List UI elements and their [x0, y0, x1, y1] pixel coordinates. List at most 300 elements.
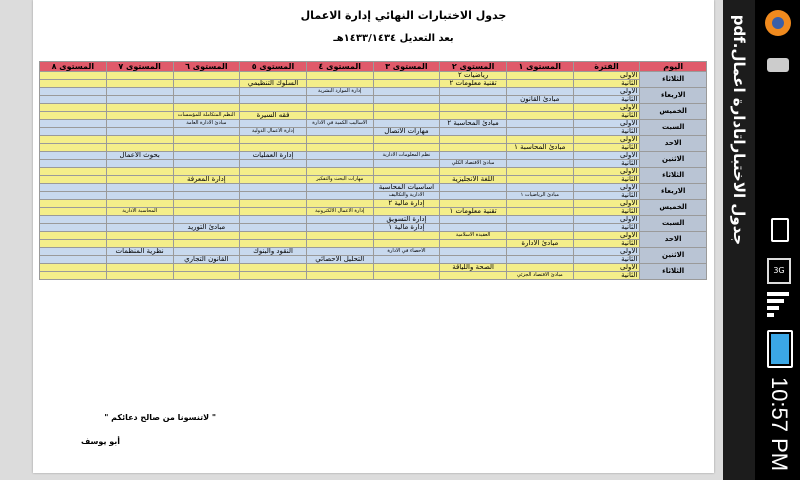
table-row	[40, 264, 707, 272]
course-cell	[306, 104, 373, 112]
table-row	[40, 136, 707, 144]
course-cell	[240, 88, 307, 96]
day-cell: الاحد	[640, 136, 707, 152]
course-cell	[240, 184, 307, 192]
course-cell: القانون التجاري	[173, 256, 240, 264]
course-cell: إدارة مالية ٢	[373, 200, 440, 208]
course-cell	[440, 256, 507, 264]
day-cell: الاثنين	[640, 248, 707, 264]
table-row	[40, 80, 707, 88]
day-cell: الثلاثاء	[640, 72, 707, 88]
course-cell	[240, 272, 307, 280]
course-cell: مبادئ الادارة	[506, 240, 573, 248]
course-cell	[173, 232, 240, 240]
course-cell	[173, 136, 240, 144]
course-cell: فقه السيرة	[240, 112, 307, 120]
table-row	[40, 120, 707, 128]
course-cell	[373, 144, 440, 152]
course-cell	[173, 128, 240, 136]
header-cell: المستوى ٢	[440, 62, 507, 72]
table-row	[40, 168, 707, 176]
course-cell	[306, 216, 373, 224]
course-cell	[106, 168, 173, 176]
course-cell: مهارات الاتصال	[373, 128, 440, 136]
period-cell: الثانية	[573, 208, 640, 216]
period-cell: الاولى	[573, 232, 640, 240]
course-cell	[173, 72, 240, 80]
course-cell	[506, 80, 573, 88]
course-cell	[373, 80, 440, 88]
table-row	[40, 72, 707, 80]
network-3g-icon: 3G	[767, 258, 791, 284]
course-cell	[106, 264, 173, 272]
header-cell: المستوى ٧	[106, 62, 173, 72]
period-cell: الثانية	[573, 240, 640, 248]
course-cell	[306, 264, 373, 272]
period-cell: الاولى	[573, 216, 640, 224]
table-row	[40, 200, 707, 208]
doc-subtitle: بعد التعديل ١٤٣٣/١٤٣٤هـ	[333, 33, 454, 44]
course-cell: النظم المتكاملة للمؤسسات	[173, 112, 240, 120]
table-row	[40, 160, 707, 168]
course-cell	[306, 112, 373, 120]
status-bar	[723, 0, 800, 480]
course-cell: النقود والبنوك	[240, 248, 307, 256]
table-header-row	[40, 62, 707, 72]
course-cell: تقنية معلومات ٢	[440, 80, 507, 88]
course-cell	[440, 248, 507, 256]
course-cell	[40, 136, 107, 144]
course-cell	[173, 104, 240, 112]
course-cell	[240, 224, 307, 232]
table-row	[40, 184, 707, 192]
course-cell	[40, 72, 107, 80]
course-cell	[506, 208, 573, 216]
header-cell: المستوى ٣	[373, 62, 440, 72]
course-cell	[506, 120, 573, 128]
course-cell	[240, 232, 307, 240]
course-cell: مبادئ الرياضيات ١	[506, 192, 573, 200]
course-cell	[240, 96, 307, 104]
header-cell: المستوى ٤	[306, 62, 373, 72]
course-cell	[440, 112, 507, 120]
course-cell	[40, 216, 107, 224]
period-cell: الثانية	[573, 272, 640, 280]
course-cell	[240, 176, 307, 184]
course-cell	[40, 192, 107, 200]
course-cell	[440, 104, 507, 112]
course-cell	[106, 120, 173, 128]
course-cell: نظرية المنظمات	[106, 248, 173, 256]
course-cell	[306, 272, 373, 280]
course-cell	[373, 232, 440, 240]
course-cell: نظم المعلومات الادارية	[373, 152, 440, 160]
course-cell	[106, 192, 173, 200]
course-cell	[306, 96, 373, 104]
table-row	[40, 112, 707, 120]
course-cell	[240, 256, 307, 264]
course-cell	[440, 200, 507, 208]
course-cell	[373, 208, 440, 216]
course-cell	[373, 96, 440, 104]
table-row	[40, 208, 707, 216]
course-cell	[440, 192, 507, 200]
course-cell	[240, 120, 307, 128]
course-cell	[40, 176, 107, 184]
status-time: 10:57 PM	[767, 376, 792, 472]
course-cell	[440, 96, 507, 104]
sim-icon	[771, 218, 789, 242]
notification-filename: جدول الاختباراتادارة اعمال.pdf	[730, 14, 748, 246]
course-cell	[40, 104, 107, 112]
course-cell	[106, 232, 173, 240]
course-cell	[373, 168, 440, 176]
period-cell: الثانية	[573, 96, 640, 104]
course-cell	[440, 144, 507, 152]
course-cell	[306, 152, 373, 160]
course-cell	[373, 72, 440, 80]
course-cell	[240, 200, 307, 208]
day-cell: الخميس	[640, 104, 707, 120]
course-cell	[106, 88, 173, 96]
course-cell	[106, 136, 173, 144]
course-cell	[40, 88, 107, 96]
course-cell	[40, 256, 107, 264]
course-cell: تقنية معلومات ١	[440, 208, 507, 216]
course-cell	[306, 168, 373, 176]
table-row	[40, 272, 707, 280]
period-cell: الثانية	[573, 192, 640, 200]
course-cell	[106, 176, 173, 184]
course-cell	[506, 88, 573, 96]
table-row	[40, 248, 707, 256]
course-cell	[40, 168, 107, 176]
course-cell: مبادئ المحاسبة ١	[506, 144, 573, 152]
course-cell	[240, 216, 307, 224]
course-cell	[506, 248, 573, 256]
course-cell	[506, 104, 573, 112]
course-cell	[306, 136, 373, 144]
header-cell: اليوم	[640, 62, 707, 72]
day-cell: الخميس	[640, 200, 707, 216]
period-cell: الاولى	[573, 152, 640, 160]
day-cell: الاربعاء	[640, 88, 707, 104]
table-row	[40, 240, 707, 248]
course-cell	[440, 184, 507, 192]
course-cell	[373, 136, 440, 144]
course-cell	[106, 256, 173, 264]
course-cell	[506, 200, 573, 208]
period-cell: الثانية	[573, 160, 640, 168]
period-cell: الاولى	[573, 120, 640, 128]
course-cell: المحاسبة الادارية	[106, 208, 173, 216]
course-cell	[506, 264, 573, 272]
footer-note: " لاتنسونا من صالح دعائكم "	[104, 413, 216, 422]
course-cell: اللغة الانجليزية	[440, 176, 507, 184]
day-cell: الاثنين	[640, 152, 707, 168]
course-cell	[506, 136, 573, 144]
course-cell	[506, 232, 573, 240]
day-cell: السبت	[640, 216, 707, 232]
course-cell	[240, 144, 307, 152]
course-cell	[106, 160, 173, 168]
course-cell	[306, 160, 373, 168]
course-cell	[173, 96, 240, 104]
course-cell	[240, 104, 307, 112]
course-cell	[506, 128, 573, 136]
course-cell	[240, 192, 307, 200]
course-cell	[306, 80, 373, 88]
course-cell	[173, 184, 240, 192]
table-row	[40, 96, 707, 104]
course-cell	[106, 104, 173, 112]
course-cell: رياضيات ٢	[440, 72, 507, 80]
course-cell: مبادئ التوريد	[173, 224, 240, 232]
course-cell	[373, 112, 440, 120]
table-row	[40, 192, 707, 200]
table-row	[40, 128, 707, 136]
course-cell	[373, 272, 440, 280]
course-cell	[440, 272, 507, 280]
course-cell	[40, 264, 107, 272]
course-cell	[240, 72, 307, 80]
period-cell: الثانية	[573, 144, 640, 152]
course-cell	[440, 224, 507, 232]
course-cell: بحوث الاعمال	[106, 152, 173, 160]
course-cell	[173, 248, 240, 256]
course-cell	[506, 160, 573, 168]
pdf-page[interactable]	[33, 0, 714, 473]
course-cell	[106, 272, 173, 280]
course-cell	[506, 168, 573, 176]
course-cell	[173, 216, 240, 224]
course-cell	[240, 160, 307, 168]
course-cell	[173, 272, 240, 280]
doc-title: جدول الاختبارات النهائي إدارة الاعمال	[300, 9, 507, 22]
course-cell: مبادئ المحاسبة ٢	[440, 120, 507, 128]
firefox-inner-icon	[772, 17, 784, 29]
course-cell	[306, 184, 373, 192]
course-cell	[40, 80, 107, 88]
course-cell	[440, 216, 507, 224]
day-cell: الثلاثاء	[640, 264, 707, 280]
course-cell	[306, 224, 373, 232]
table-row	[40, 256, 707, 264]
period-cell: الثانية	[573, 128, 640, 136]
course-cell	[373, 264, 440, 272]
course-cell: التحليل الاحصائي	[306, 256, 373, 264]
table-row	[40, 152, 707, 160]
course-cell	[306, 232, 373, 240]
course-cell	[40, 232, 107, 240]
course-cell: الاساليب الكمية في الادارة	[306, 120, 373, 128]
period-cell: الثانية	[573, 112, 640, 120]
period-cell: الثانية	[573, 176, 640, 184]
course-cell	[173, 208, 240, 216]
header-cell: المستوى ٨	[40, 62, 107, 72]
course-cell	[506, 184, 573, 192]
period-cell: الاولى	[573, 184, 640, 192]
period-cell: الاولى	[573, 104, 640, 112]
header-cell: المستوى ١	[506, 62, 573, 72]
course-cell	[173, 144, 240, 152]
course-cell	[506, 256, 573, 264]
period-cell: الثانية	[573, 256, 640, 264]
course-cell	[506, 216, 573, 224]
course-cell	[440, 88, 507, 96]
course-cell	[373, 88, 440, 96]
course-cell	[106, 240, 173, 248]
course-cell: مهارات البحث والتفكير	[306, 176, 373, 184]
course-cell	[306, 248, 373, 256]
course-cell	[240, 168, 307, 176]
period-cell: الثانية	[573, 80, 640, 88]
table-row	[40, 144, 707, 152]
course-cell	[40, 96, 107, 104]
header-cell: المستوى ٦	[173, 62, 240, 72]
course-cell: الادارية والتكاليف	[373, 192, 440, 200]
course-cell	[106, 216, 173, 224]
course-cell	[306, 128, 373, 136]
day-cell: الثلاثاء	[640, 168, 707, 184]
course-cell	[440, 136, 507, 144]
course-cell	[306, 192, 373, 200]
course-cell	[173, 192, 240, 200]
table-row	[40, 176, 707, 184]
exam-schedule-table	[39, 61, 707, 280]
period-cell: الاولى	[573, 200, 640, 208]
table-row	[40, 88, 707, 96]
course-cell	[106, 128, 173, 136]
course-cell: اساسيات المحاسبة	[373, 184, 440, 192]
course-cell	[373, 176, 440, 184]
course-cell	[106, 72, 173, 80]
table-row	[40, 224, 707, 232]
course-cell	[306, 72, 373, 80]
course-cell: إدارة الاعمال الدولية	[240, 128, 307, 136]
course-cell	[40, 152, 107, 160]
course-cell	[506, 152, 573, 160]
footer-signature: أبو يوسف	[81, 437, 120, 446]
table-row	[40, 216, 707, 224]
course-cell: الاحصاء في الادارة	[373, 248, 440, 256]
course-cell: الصحة واللياقة	[440, 264, 507, 272]
period-cell: الاولى	[573, 88, 640, 96]
table-row	[40, 232, 707, 240]
course-cell	[440, 128, 507, 136]
course-cell: إدارة التسويق	[373, 216, 440, 224]
course-cell	[506, 112, 573, 120]
course-cell: إدارة العمليات	[240, 152, 307, 160]
course-cell	[40, 208, 107, 216]
course-cell	[40, 128, 107, 136]
course-cell	[240, 208, 307, 216]
course-cell	[240, 136, 307, 144]
course-cell	[40, 112, 107, 120]
notification-strip[interactable]	[723, 0, 755, 480]
course-cell	[373, 104, 440, 112]
course-cell	[173, 200, 240, 208]
course-cell	[240, 264, 307, 272]
course-cell: إدارة الاعمال الالكترونية	[306, 208, 373, 216]
course-cell	[173, 168, 240, 176]
course-cell: إدارة الموارد البشرية	[306, 88, 373, 96]
course-cell	[506, 72, 573, 80]
day-cell: الاحد	[640, 232, 707, 248]
course-cell	[106, 112, 173, 120]
header-cell: الفترة	[573, 62, 640, 72]
course-cell: مبادئ الاقتصاد الجزئي	[506, 272, 573, 280]
course-cell	[373, 256, 440, 264]
course-cell: مبادئ القانون	[506, 96, 573, 104]
course-cell	[173, 80, 240, 88]
course-cell: مبادئ الاقتصاد الكلي	[440, 160, 507, 168]
course-cell	[40, 184, 107, 192]
course-cell	[106, 80, 173, 88]
course-cell	[506, 224, 573, 232]
course-cell	[306, 200, 373, 208]
day-cell: الاربعاء	[640, 184, 707, 200]
course-cell	[306, 240, 373, 248]
course-cell	[106, 224, 173, 232]
period-cell: الاولى	[573, 264, 640, 272]
course-cell	[306, 144, 373, 152]
course-cell: إدارة المعرفة	[173, 176, 240, 184]
course-cell	[40, 144, 107, 152]
course-cell	[373, 160, 440, 168]
course-cell	[40, 160, 107, 168]
course-cell: العقيدة الاسلامية	[440, 232, 507, 240]
period-cell: الاولى	[573, 168, 640, 176]
course-cell: السلوك التنظيمي	[240, 80, 307, 88]
course-cell	[40, 200, 107, 208]
course-cell	[40, 240, 107, 248]
course-cell	[40, 224, 107, 232]
course-cell	[106, 144, 173, 152]
course-cell	[106, 184, 173, 192]
course-cell	[40, 120, 107, 128]
table-row	[40, 104, 707, 112]
course-cell	[440, 168, 507, 176]
period-cell: الثانية	[573, 224, 640, 232]
course-cell	[173, 264, 240, 272]
course-cell	[106, 96, 173, 104]
signal-icon	[767, 292, 789, 322]
period-cell: الاولى	[573, 136, 640, 144]
course-cell	[440, 152, 507, 160]
course-cell	[506, 176, 573, 184]
day-cell: السبت	[640, 120, 707, 136]
course-cell	[240, 240, 307, 248]
period-cell: الاولى	[573, 248, 640, 256]
course-cell: إدارة مالية ١	[373, 224, 440, 232]
course-cell	[173, 152, 240, 160]
battery-icon	[767, 330, 793, 368]
camera-icon	[767, 58, 789, 72]
course-cell	[373, 120, 440, 128]
course-cell: مبادئ الادارة العامة	[173, 120, 240, 128]
period-cell: الاولى	[573, 72, 640, 80]
course-cell	[373, 240, 440, 248]
header-cell: المستوى ٥	[240, 62, 307, 72]
course-cell	[173, 240, 240, 248]
course-cell	[40, 272, 107, 280]
course-cell	[440, 240, 507, 248]
course-cell	[40, 248, 107, 256]
course-cell	[106, 200, 173, 208]
course-cell	[173, 88, 240, 96]
course-cell	[173, 160, 240, 168]
